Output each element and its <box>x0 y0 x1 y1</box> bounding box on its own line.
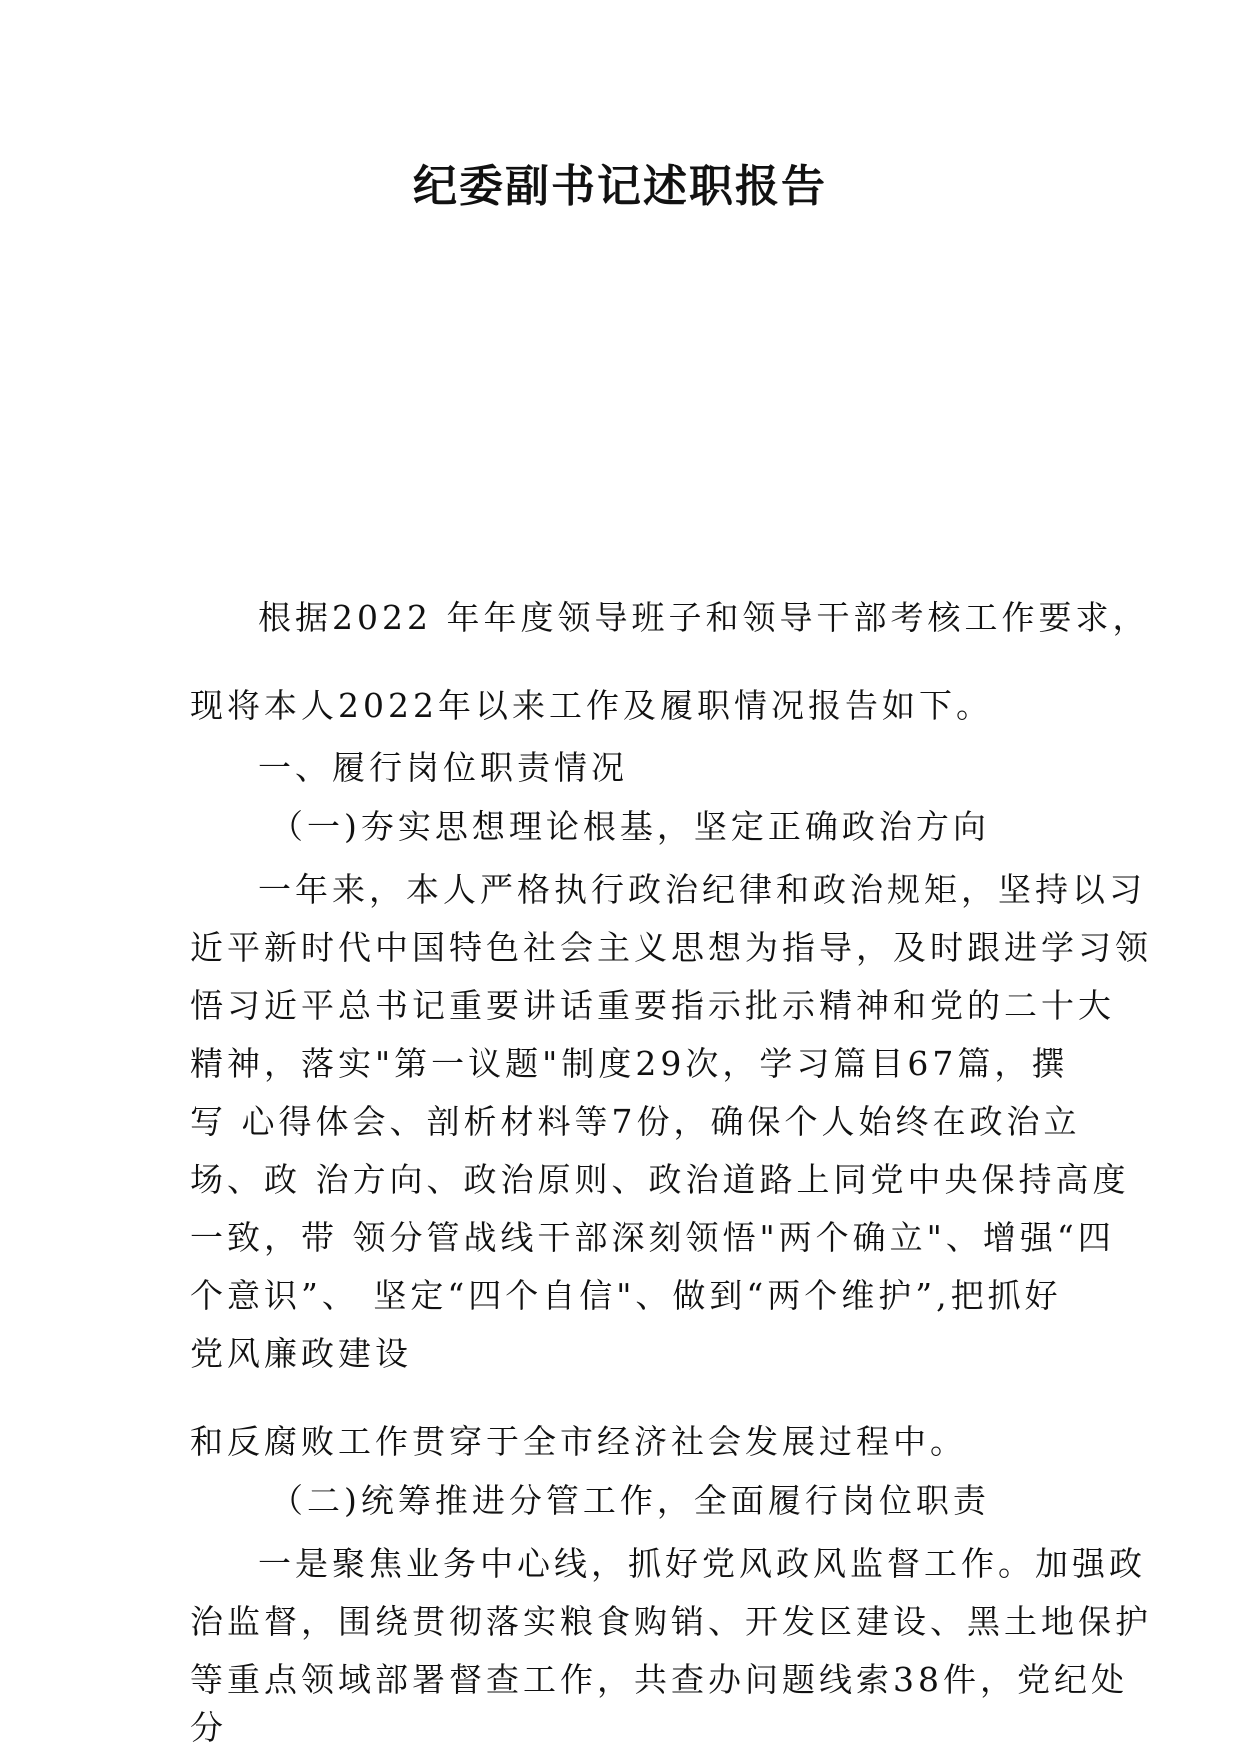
paragraph-line: 写 心得体会、剖析材料等7份，确保个人始终在政治立 <box>190 1102 1081 1141</box>
document-title: 纪委副书记述职报告 <box>413 161 827 212</box>
subsection-heading: （一)夯实思想理论根基，坚定正确政治方向 <box>270 807 990 846</box>
paragraph-line: 治监督，围绕贯彻落实粮食购销、开发区建设、黑土地保护 <box>190 1602 1152 1641</box>
paragraph-line: 悟习近平总书记重要讲话重要指示批示精神和党的二十大 <box>190 986 1115 1025</box>
paragraph-line: 一致，带 领分管战线干部深刻领悟"两个确立"、增强“四 <box>190 1218 1115 1257</box>
paragraph-line: 一是聚焦业务中心线，抓好党风政风监督工作。加强政 <box>258 1544 1146 1583</box>
paragraph-line: 和反腐败工作贯穿于全市经济社会发展过程中。 <box>190 1422 967 1461</box>
section-heading: 一、履行岗位职责情况 <box>258 748 628 787</box>
paragraph-line: 一年来，本人严格执行政治纪律和政治规矩，坚持以习 <box>258 870 1146 909</box>
paragraph-line: 场、政 治方向、政治原则、政治道路上同党中央保持高度 <box>190 1160 1130 1199</box>
paragraph-line: 根据2022 年年度领导班子和领导干部考核工作要求， <box>258 598 1150 637</box>
paragraph-line: 个意识”、 坚定“四个自信"、做到“两个维护”,把抓好 <box>190 1276 1062 1315</box>
paragraph-line: 分 <box>190 1708 227 1747</box>
paragraph-line: 党风廉政建设 <box>190 1334 412 1373</box>
subsection-heading: （二)统筹推进分管工作，全面履行岗位职责 <box>270 1481 990 1520</box>
paragraph-line: 等重点领域部署督查工作，共查办问题线索38件，党纪处 <box>190 1660 1128 1699</box>
paragraph-line: 精神，落实"第一议题"制度29次，学习篇目67篇，撰 <box>190 1044 1069 1083</box>
paragraph-line: 现将本人2022年以来工作及履职情况报告如下。 <box>190 686 993 725</box>
paragraph-line: 近平新时代中国特色社会主义思想为指导，及时跟进学习领 <box>190 928 1152 967</box>
